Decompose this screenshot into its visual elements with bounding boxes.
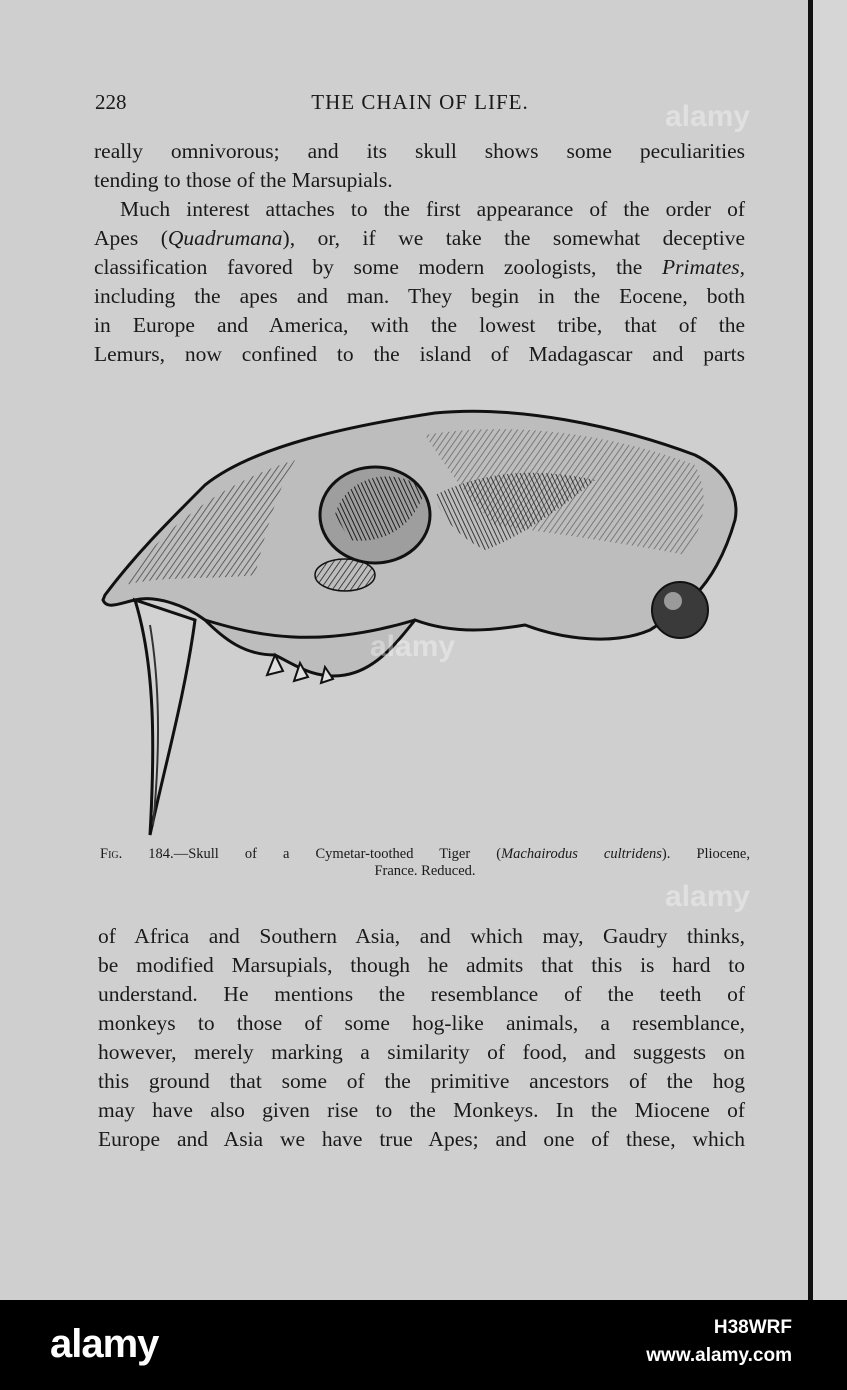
- paragraph-1: [94, 137, 745, 195]
- page-header: [95, 90, 745, 118]
- skull-illustration: [95, 405, 755, 845]
- text-line: of Africa and Southern Asia, and which may, Gaudry thinks,: [98, 924, 745, 948]
- text-line: in Europe and America, with the lowest tribe, that of the: [94, 313, 745, 337]
- running-title: THE CHAIN OF LIFE.: [311, 90, 529, 114]
- paragraph-2: [94, 195, 745, 369]
- figure-caption: [100, 846, 750, 880]
- text-line: tending to those of the Marsupials.: [94, 168, 393, 192]
- alamy-logo: alamy: [50, 1322, 159, 1366]
- watermark: alamy: [665, 880, 751, 913]
- image-id: H38WRF: [713, 1317, 792, 1338]
- text-line: including the apes and man. They begin in the Eocene, both: [94, 284, 745, 308]
- watermark: alamy: [665, 100, 751, 133]
- text-line: Lemurs, now confined to the island of Madagascar and parts: [94, 342, 745, 366]
- text-line: Apes (Quadrumana), or, if we take the somewhat deceptive: [94, 226, 745, 250]
- figure-label: Fig. 184.: [100, 846, 174, 862]
- text-line: be modified Marsupials, though he admits that this is hard to: [98, 953, 745, 977]
- text-line: classification favored by some modern zoologists, the Primates,: [94, 255, 745, 279]
- image-id-block: [646, 1314, 792, 1370]
- text-line: Much interest attaches to the first appearance of the order of: [120, 197, 745, 221]
- page-number: 228: [95, 90, 127, 114]
- caption-line: Fig. 184.—Skull of a Cymetar-toothed Tiger (Machairodus cultridens). Pliocene,: [100, 846, 750, 862]
- page-edge-strip: [813, 0, 847, 1300]
- text-line: really omnivorous; and its skull shows some peculiarities: [94, 139, 745, 163]
- text-line: may have also given rise to the Monkeys. In the Miocene of: [98, 1098, 745, 1122]
- site-url: www.alamy.com: [646, 1345, 792, 1366]
- footer-bar: [0, 1300, 847, 1390]
- paragraph-3: [98, 922, 745, 1154]
- text-line: understand. He mentions the resemblance of the teeth of: [98, 982, 745, 1006]
- text-line: this ground that some of the primitive ancestors of the hog: [98, 1069, 745, 1093]
- text-line: monkeys to those of some hog-like animals, a resemblance,: [98, 1011, 745, 1035]
- watermark: alamy: [370, 630, 456, 663]
- text-line: Europe and Asia we have true Apes; and one of these, which: [98, 1127, 745, 1151]
- caption-line: France. Reduced.: [374, 863, 476, 879]
- text-line: however, merely marking a similarity of food, and suggests on: [98, 1040, 745, 1064]
